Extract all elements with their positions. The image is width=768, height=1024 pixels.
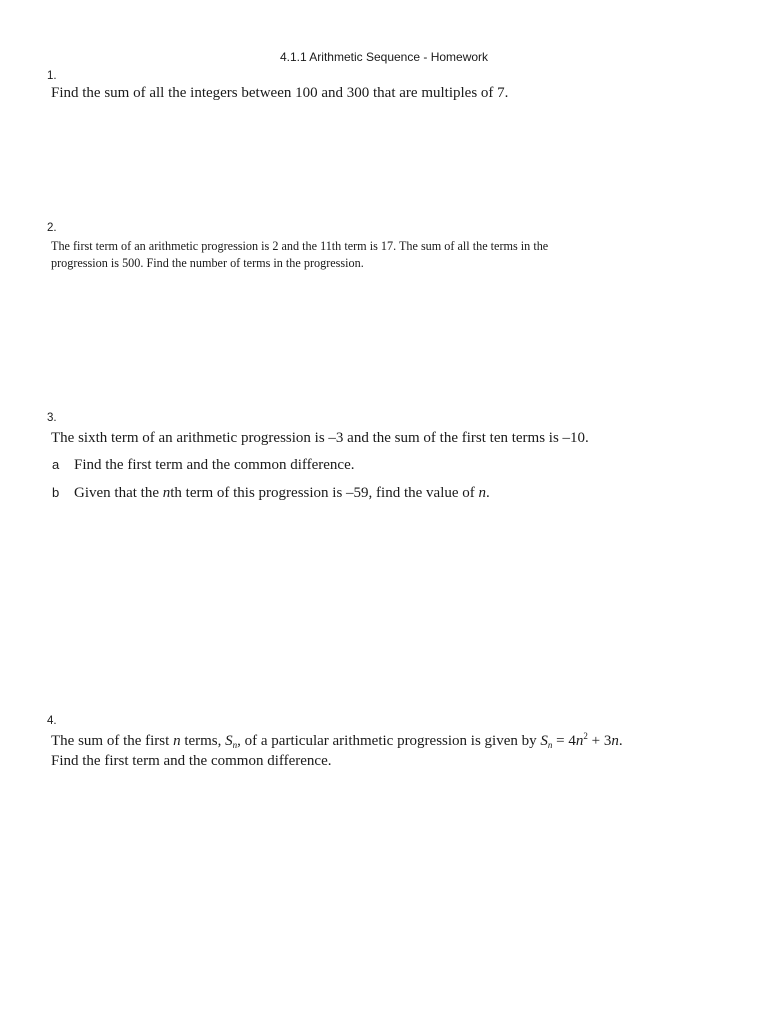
q4-S: S — [225, 733, 233, 749]
page-title: 4.1.1 Arithmetic Sequence - Homework — [279, 50, 489, 64]
question-2-number: 2. — [47, 222, 57, 234]
q4-formula-end: . — [618, 733, 623, 749]
question-2-line-2: progression is 500. Find the number of terms in the progression. — [51, 256, 364, 270]
question-3-part-a-letter: a — [52, 457, 60, 472]
question-3-part-a-text: Find the first term and the common difference. — [74, 457, 355, 473]
q3b-var: n — [162, 485, 171, 501]
q4-formula-sup: 2 — [583, 731, 588, 741]
question-2-line-1: The first term of an arithmetic progression is 2 and the 11th term is 17. The sum of all the terms in the — [51, 239, 549, 253]
q4-S-sub: n — [232, 740, 238, 750]
q4-formula-n: n — [575, 733, 584, 749]
question-3-text: The sixth term of an arithmetic progression is –3 and the sum of the first ten terms is –10. — [51, 430, 589, 446]
q4-formula-n2: n — [611, 733, 619, 749]
question-3-number: 3. — [47, 412, 57, 424]
question-4-line-2: Find the first term and the common difference. — [51, 753, 332, 769]
q4-after: , of a particular arithmetic progression is given by — [237, 733, 541, 749]
question-3-part-b-text — [74, 483, 490, 503]
q3b-end: . — [486, 485, 490, 501]
question-4-line-1 — [51, 731, 623, 751]
question-1-text: Find the sum of all the integers between 100 and 300 that are multiples of 7. — [51, 85, 509, 101]
q4-formula-eq: = 4 — [552, 733, 576, 749]
question-4-number: 4. — [47, 715, 57, 727]
question-1-number: 1. — [47, 70, 57, 82]
question-3-part-b-letter: b — [52, 485, 60, 500]
q4-mid: terms, — [180, 733, 226, 749]
q4-var-n: n — [173, 733, 181, 749]
q4-formula-plus: + 3 — [587, 733, 612, 749]
q4-formula-S: S — [540, 733, 548, 749]
q3b-before: Given that the — [74, 485, 163, 501]
q4-before: The sum of the first — [51, 733, 174, 749]
q3b-mid: th term of this progression is –59, find the value of — [170, 485, 479, 501]
q4-formula-sub: n — [547, 740, 553, 750]
q3b-var2: n — [478, 485, 487, 501]
